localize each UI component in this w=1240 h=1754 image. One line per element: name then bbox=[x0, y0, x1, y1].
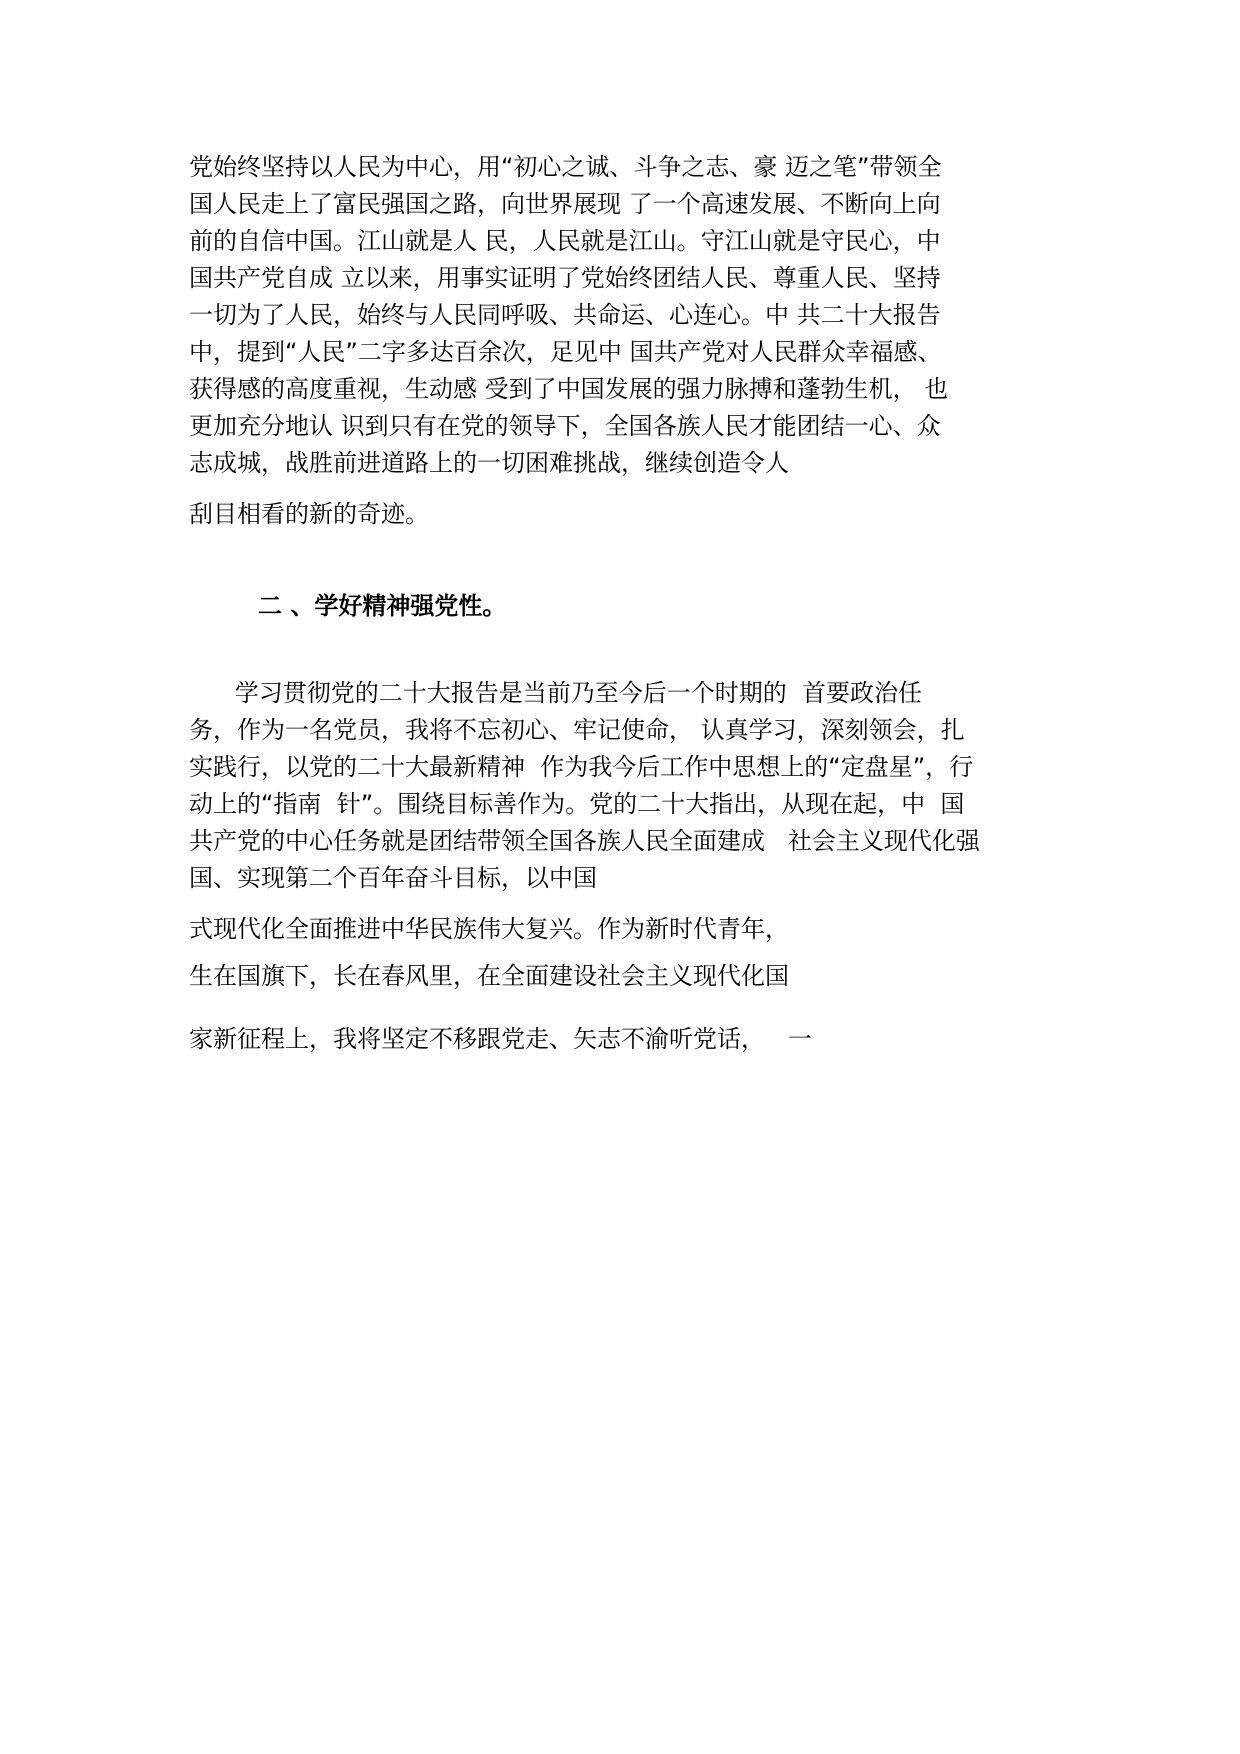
paragraph-line: 刮目相看的新的奇迹。 bbox=[189, 500, 429, 528]
paragraph-line: 更加充分地认 识到只有在党的领导下，全国各族人民才能团结一心、众 bbox=[189, 412, 941, 440]
paragraph-line: 生在国旗下，长在春风里，在全面建设社会主义现代化国 bbox=[189, 962, 789, 990]
paragraph-line: 学习贯彻党的二十大报告是当前乃至今后一个时期的 首要政治任 bbox=[189, 679, 923, 707]
paragraph-line: 志成城，战胜前进道路上的一切困难挑战，继续创造令人 bbox=[189, 449, 789, 477]
paragraph-line: 动上的“指南 针”。围绕目标善作为。党的二十大指出，从现在起，中 国 bbox=[189, 790, 965, 818]
paragraph-line: 中，提到“人民”二字多达百余次，足见中 国共产党对人民群众幸福感、 bbox=[189, 338, 942, 366]
section-heading: 二 、学好精神强党性。 bbox=[258, 592, 507, 620]
paragraph-line: 国共产党自成 立以来，用事实证明了党始终团结人民、尊重人民、坚持 bbox=[189, 264, 941, 292]
paragraph-line: 家新征程上，我将坚定不移跟党走、矢志不渝听党话， 一 bbox=[189, 1025, 812, 1053]
paragraph-line: 一切为了人民，始终与人民同呼吸、共命运、心连心。中 共二十大报告 bbox=[189, 301, 941, 329]
paragraph-line: 国人民走上了富民强国之路，向世界展现 了一个高速发展、不断向上向 bbox=[189, 190, 941, 218]
paragraph-line: 国、实现第二个百年奋斗目标，以中国 bbox=[189, 864, 597, 892]
paragraph-line: 务，作为一名党员，我将不忘初心、牢记使命， 认真学习，深刻领会，扎 bbox=[189, 716, 965, 744]
paragraph-line: 前的自信中国。江山就是人 民，人民就是江山。守江山就是守民心，中 bbox=[189, 227, 941, 255]
paragraph-line: 实践行，以党的二十大最新精神 作为我今后工作中思想上的“定盘星”，行 bbox=[189, 753, 974, 781]
paragraph-line: 党始终坚持以人民为中心，用“初心之诚、斗争之志、豪 迈之笔”带领全 bbox=[189, 153, 942, 181]
paragraph-line: 共产党的中心任务就是团结带领全国各族人民全面建成 社会主义现代化强 bbox=[189, 827, 980, 855]
paragraph-line: 获得感的高度重视，生动感 受到了中国发展的强力脉搏和蓬勃生机， 也 bbox=[189, 375, 949, 403]
paragraph-line: 式现代化全面推进中华民族伟大复兴。作为新时代青年， bbox=[189, 915, 789, 943]
